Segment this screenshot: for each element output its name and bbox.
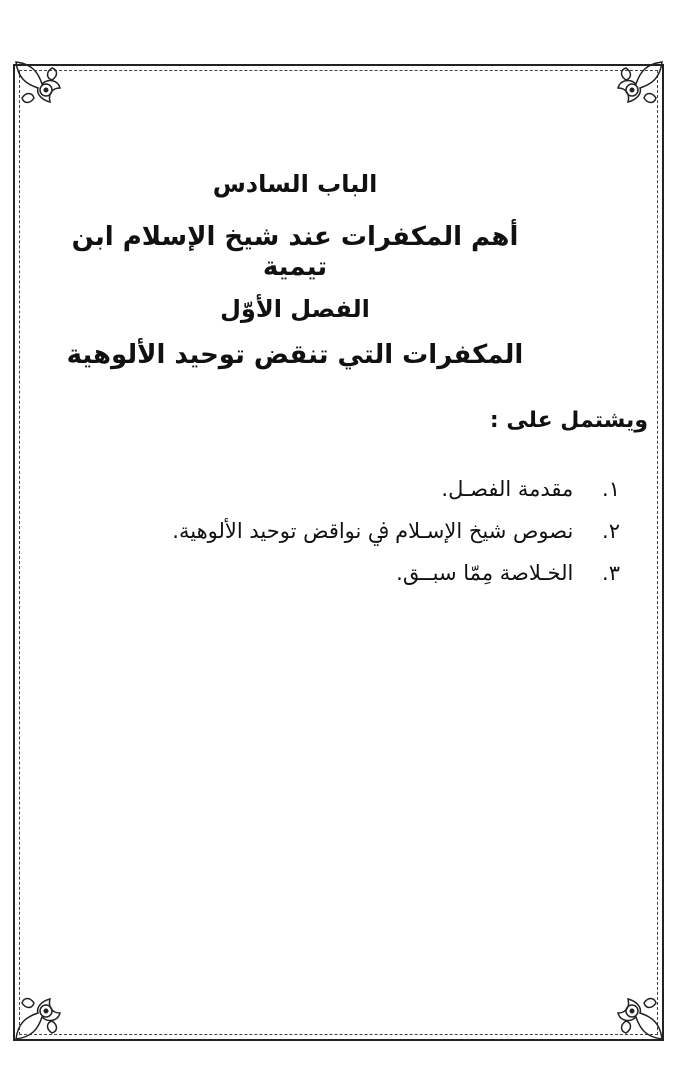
corner-ornament-icon: [606, 983, 666, 1043]
section-title: المكفرات التي تنقض توحيد الألوهية: [66, 340, 524, 370]
contents-intro: ويشتمل على :: [489, 408, 648, 433]
corner-ornament-icon: [12, 983, 72, 1043]
item-number: ١.: [602, 477, 620, 501]
item-text: الخـلاصة مِمّا سبــق.: [396, 561, 574, 585]
contents-list: [60, 468, 620, 594]
chapter-heading: الباب السادس: [212, 170, 378, 198]
item-text: مقدمة الفصـل.: [441, 477, 574, 501]
chapter-title: أهم المكفرات عند شيخ الإسلام ابن تيمية: [71, 222, 519, 282]
corner-ornament-icon: [12, 58, 72, 118]
item-text: نصوص شيخ الإسـلام ﰲ نواقض توحيد الألوهية.: [172, 519, 574, 543]
item-number: ٢.: [602, 519, 620, 543]
list-item: [60, 552, 620, 594]
list-item: [60, 510, 620, 552]
item-number: ٣.: [602, 561, 620, 585]
list-item: [60, 468, 620, 510]
corner-ornament-icon: [606, 58, 666, 118]
section-heading: الفصل الأوّل: [220, 295, 370, 323]
